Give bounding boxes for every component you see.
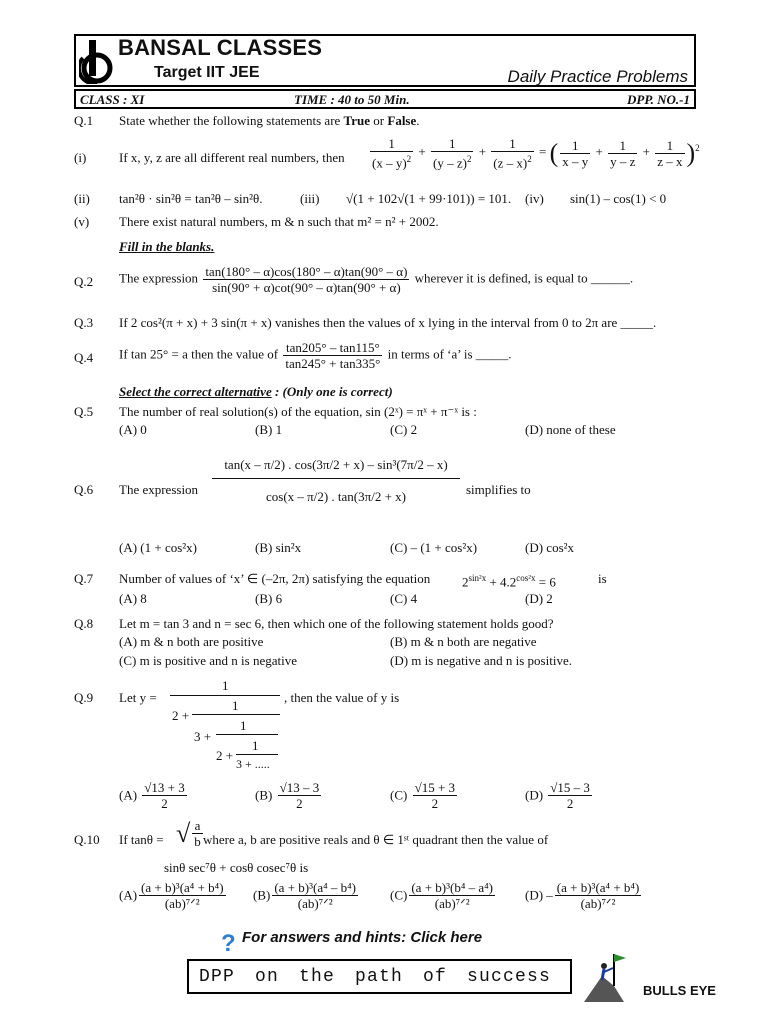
q1-ii-label: (ii) xyxy=(74,191,90,206)
q9-option-a: (A) $\frac{√13 + 3}{2}$ xyxy=(119,780,185,811)
q5-option-c: (C) 2 xyxy=(390,422,418,437)
q1-iv-text: sin(1) – cos(1) < 0 xyxy=(570,191,667,206)
q3-text: If 2 cos²(π + x) + 3 sin(π + x) vanishes then the values of x lying in the interval from 0 to 2π are _____. xyxy=(119,315,657,330)
q6-pre: The expression xyxy=(119,482,199,497)
q10-option-a: (A) $\frac{\text{(a + b)³(a⁴ + b⁴)}}{\text{(ab)⁷ᐟ²}}$ xyxy=(119,880,224,911)
brand-name: BANSAL CLASSES xyxy=(118,35,323,60)
q6-option-d: (D) cos²x xyxy=(525,540,575,555)
question-mark-icon xyxy=(221,930,237,954)
q9-option-b: (B) $\frac{√13 - 3}{2}$ xyxy=(255,780,320,811)
q1-i-text: If x, y, z are all different real numbers, then xyxy=(119,150,345,165)
bansal-logo-icon xyxy=(79,38,115,84)
q1-v-text: There exist natural numbers, m & n such that m² = n² + 2002. xyxy=(119,214,439,229)
q3-number: Q.3 xyxy=(74,315,94,330)
q4-text: If tan 25° = a then the value of $\frac{\tan 205^\circ - \tan 115^\circ}{\tan 245^\circ + \tan 335^\circ}$ in terms of ‘a’ is _____. xyxy=(119,340,512,371)
q9-post: , then the value of y is xyxy=(284,690,400,705)
q1-ii-text: tan²θ · sin²θ = tan²θ – sin²θ. xyxy=(119,191,263,206)
q7-option-d: (D) 2 xyxy=(525,591,553,606)
class-bar xyxy=(74,89,696,109)
q5-text: The number of real solution(s) of the equation, sin (2ˣ) = πˣ + π⁻ˣ is : xyxy=(119,404,477,419)
q8-number: Q.8 xyxy=(74,616,94,631)
header-box xyxy=(74,34,696,87)
q7-is: is xyxy=(598,571,607,586)
climber-flag-icon xyxy=(580,946,636,1002)
q6-option-b: (B) sin²x xyxy=(255,540,302,555)
q5-option-a: (A) 0 xyxy=(119,422,147,437)
q1-v-label: (v) xyxy=(74,214,90,229)
q9-continued-fraction: 1 2 + 1 3 + 1 2 + 1 3 + ..... xyxy=(170,678,282,773)
q7-number: Q.7 xyxy=(74,571,94,586)
q2-text: The expression $\frac{\tan(180^\circ - \alpha)\cos(180^\circ - \alpha)\tan(90^\circ - \alpha)}{\sin(90^\circ + \alpha)\cot(90^\circ - \alpha)\tan(90^\circ + \alpha)}$ wherever it is defined, is equal to ______. xyxy=(119,264,634,295)
q9-option-c: (C) $\frac{√15 + 3}{2}$ xyxy=(390,780,456,811)
q10-option-c: (C) $\frac{\text{(a + b)³(b⁴ – a⁴)}}{\text{(ab)⁷ᐟ²}}$ xyxy=(390,880,493,911)
q5-option-b: (B) 1 xyxy=(255,422,283,437)
q1-statement: State whether the following statements are True or False. xyxy=(119,113,420,128)
dpp-title: Daily Practice Problems xyxy=(507,67,688,86)
q9-option-d: (D) $\frac{√15 - 3}{2}$ xyxy=(525,780,590,811)
class-label: CLASS : XI xyxy=(80,92,145,107)
target-label: Target IIT JEE xyxy=(154,64,260,81)
q7-option-b: (B) 6 xyxy=(255,591,283,606)
q10-option-b: (B) $\frac{\text{(a + b)³(a⁴ – b⁴)}}{\text{(ab)⁷ᐟ²}}$ xyxy=(253,880,356,911)
q4-number: Q.4 xyxy=(74,350,94,365)
q6-number: Q.6 xyxy=(74,482,94,497)
q9-number: Q.9 xyxy=(74,690,94,705)
q2-number: Q.2 xyxy=(74,274,94,289)
q10-post: where a, b are positive reals and θ ∈ 1ˢᵗ quadrant then the value of xyxy=(203,832,549,847)
q10-line2: sinθ sec⁷θ + cosθ cosec⁷θ is xyxy=(164,860,309,875)
q7-option-a: (A) 8 xyxy=(119,591,147,606)
q10-option-d: (D) – $\frac{\text{(a + b)³(a⁴ + b⁴)}}{\text{(ab)⁷ᐟ²}}$ xyxy=(525,880,640,911)
q7-option-c: (C) 4 xyxy=(390,591,418,606)
q1-iii-label: (iii) xyxy=(300,191,320,206)
dpp-number: DPP. NO.-1 xyxy=(627,92,690,107)
q6-option-c: (C) – (1 + cos²x) xyxy=(390,540,478,555)
q6-post: simplifies to xyxy=(466,482,531,497)
alt-heading: Select the correct alternative : (Only one is correct) xyxy=(119,384,393,399)
q1-number: Q.1 xyxy=(74,113,94,128)
answers-hint-link[interactable]: For answers and hints: Click here xyxy=(242,929,483,946)
q6-fraction: tan(x – π/2) . cos(3π/2 + x) – sin³(7π/2 – x) cos(x – π/2) . tan(3π/2 + x) xyxy=(212,457,460,504)
q10-number: Q.10 xyxy=(74,832,100,847)
q8-option-b: (B) m & n both are negative xyxy=(390,634,537,649)
q10-root: √ $\frac{a}{b}$ xyxy=(176,818,201,849)
q1-i-label: (i) xyxy=(74,150,87,165)
q5-number: Q.5 xyxy=(74,404,94,419)
q1-iv-label: (iv) xyxy=(525,191,544,206)
time-label: TIME : 40 to 50 Min. xyxy=(294,92,410,107)
slogan-box: DPP on the path of success xyxy=(187,959,572,994)
q9-pre: Let y = xyxy=(119,690,157,705)
q1-i-equation: $\frac{1}{(x - y)^2}$ + $\frac{1}{(y - z)^2}$ + $\frac{1}{(z - x)^2}$ = ( $\frac{1}{x - y}$ + $\frac{1}{y - z}$ + $\frac{1}{z - x}$ )$^2$ xyxy=(372,136,700,171)
q8-option-c: (C) m is positive and n is negative xyxy=(119,653,298,668)
q6-option-a: (A) (1 + cos²x) xyxy=(119,540,198,555)
q7-text: Number of values of ‘x’ ∈ (–2π, 2π) satisfying the equation xyxy=(119,571,431,586)
q10-pre: If tanθ = xyxy=(119,832,164,847)
q8-option-d: (D) m is negative and n is positive. xyxy=(390,653,572,668)
q7-equation: $2^{sin^2x} + 4.2^{cos^2x} = 6$ xyxy=(462,573,556,590)
q5-option-d: (D) none of these xyxy=(525,422,616,437)
fill-heading: Fill in the blanks. xyxy=(119,239,215,254)
q1-iii-text: √(1 + 102√(1 + 99·101)) = 101. xyxy=(346,191,512,206)
svg-text:?: ? xyxy=(221,930,236,954)
q8-text: Let m = tan 3 and n = sec 6, then which one of the following statement holds good? xyxy=(119,616,554,631)
q8-option-a: (A) m & n both are positive xyxy=(119,634,264,649)
bulls-eye-label: BULLS EYE xyxy=(643,983,716,998)
